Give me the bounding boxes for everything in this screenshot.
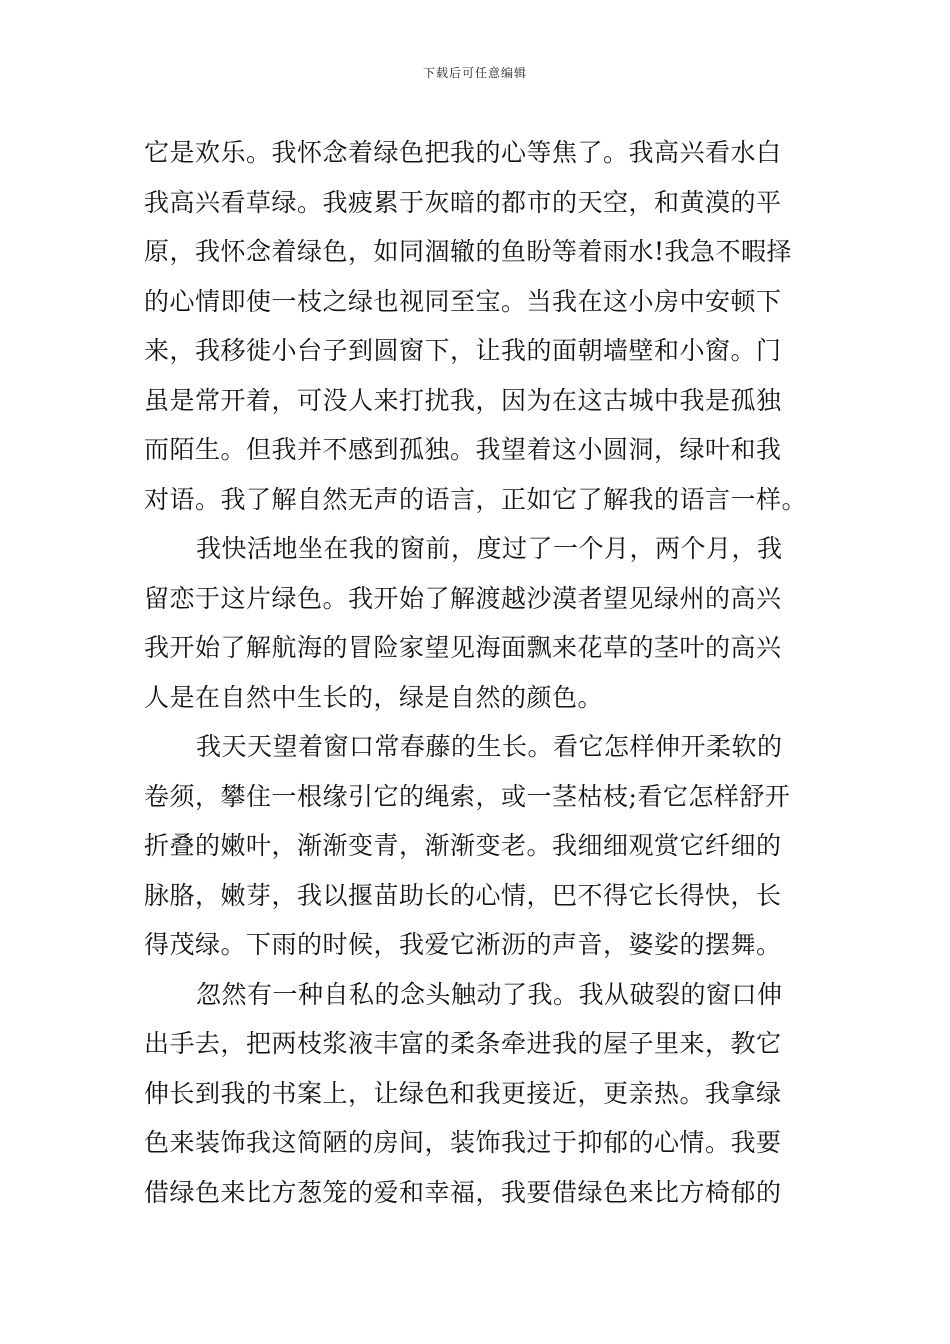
page-header: 下载后可任意编辑 [422, 66, 527, 80]
text-line: 借绿色来比方葱笼的爱和幸福，我要借绿色来比方椅郁的 [144, 1177, 782, 1207]
text-line: 而陌生。但我并不感到孤独。我望着这小圆洞，绿叶和我 [144, 435, 782, 464]
text-line: 我天天望着窗口常春藤的生长。看它怎样伸开柔软的 [196, 732, 783, 761]
document-body [144, 128, 808, 1217]
text-line: 色来装饰我这简陋的房间，装饰我过于抑郁的心情。我要 [144, 1128, 782, 1157]
text-line: 卷须，攀住一根缘引它的绳索，或一茎枯枝;看它怎样舒开 [144, 781, 791, 811]
text-line: 我开始了解航海的冒险家望见海面飘来花草的茎叶的高兴 [144, 633, 782, 662]
text-line: 折叠的嫩叶，渐渐变青，渐渐变老。我细细观赏它纤细的 [144, 831, 782, 860]
text-line: 忽然有一种自私的念头触动了我。我从破裂的窗口伸 [196, 979, 783, 1009]
text-line: 的心情即使一枝之绿也视同至宝。当我在这小房中安顿下 [144, 286, 782, 316]
text-line: 我高兴看草绿。我疲累于灰暗的都市的天空，和黄漠的平 [144, 187, 782, 217]
text-line: 出手去，把两枝浆液丰富的柔条牵进我的屋子里来，教它 [144, 1029, 782, 1058]
text-line: 人是在自然中生长的，绿是自然的颜色。 [144, 682, 604, 712]
text-line: 对语。我了解自然无声的语言，正如它了解我的语言一样。 [144, 484, 808, 514]
paragraph [144, 722, 808, 970]
paragraph [144, 128, 808, 524]
text-line: 留恋于这片绿色。我开始了解渡越沙漠者望见绿州的高兴 [144, 583, 782, 613]
paragraph [144, 970, 808, 1218]
text-line: 它是欢乐。我怀念着绿色把我的心等焦了。我高兴看水白 [144, 138, 782, 167]
text-line: 原，我怀念着绿色，如同涸辙的鱼盼等着雨水!我急不暇择 [144, 237, 793, 266]
text-line: 得茂绿。下雨的时候，我爱它淅沥的声音，婆娑的摆舞。 [144, 930, 782, 959]
text-line: 来，我移徙小台子到圆窗下，让我的面朝墙壁和小窗。门 [144, 336, 782, 365]
text-line: 我快活地坐在我的窗前，度过了一个月，两个月，我 [196, 534, 783, 563]
paragraph [144, 524, 808, 722]
text-line: 脉胳，嫩芽，我以揠苗助长的心情，巴不得它长得快，长 [144, 880, 782, 910]
text-line: 伸长到我的书案上，让绿色和我更接近，更亲热。我拿绿 [144, 1078, 782, 1108]
text-line: 虽是常开着，可没人来打扰我，因为在这古城中我是孤独 [144, 385, 782, 415]
